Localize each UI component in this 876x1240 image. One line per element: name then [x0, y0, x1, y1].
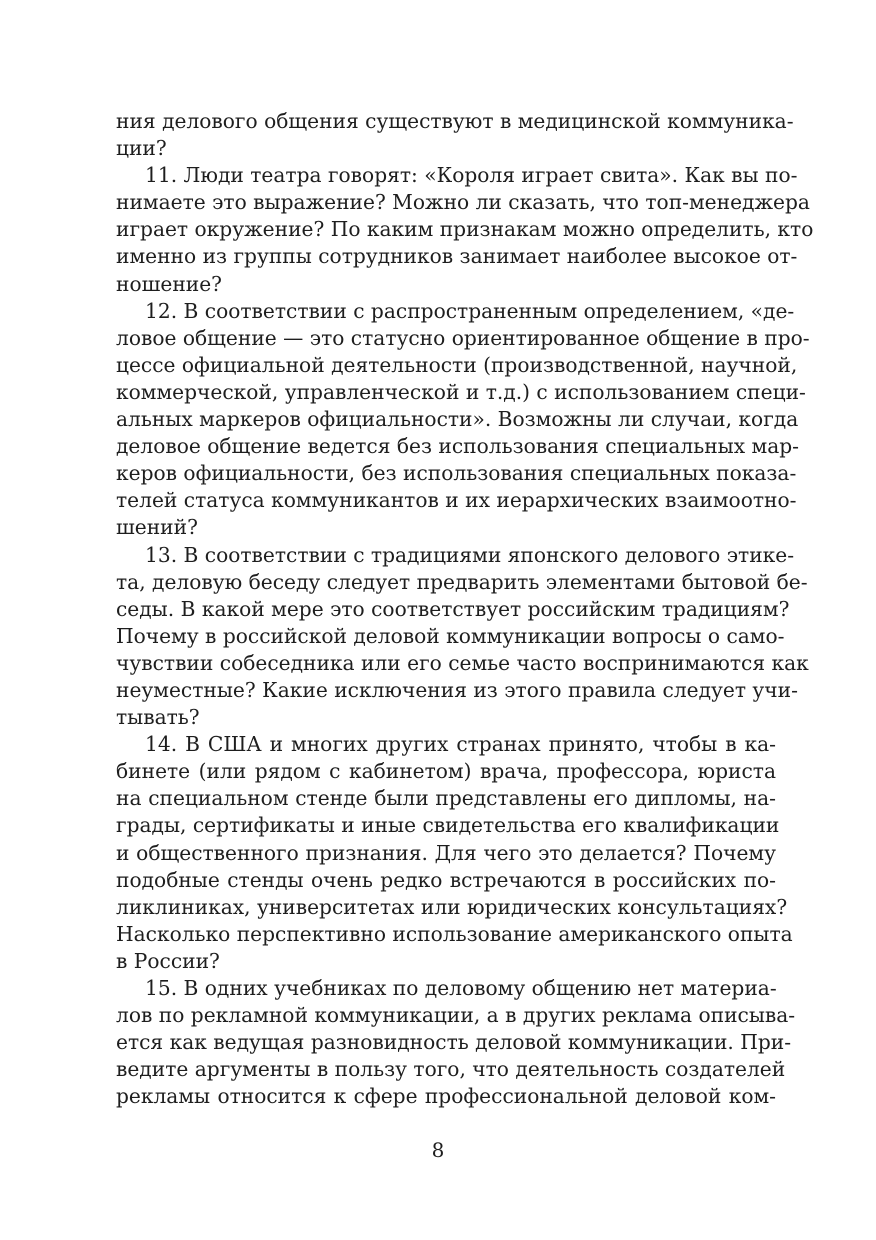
text-line: ликлиниках, университетах или юридических консультациях? [116, 894, 788, 919]
text-line: седы. В какой мере это соответствует российским традициям? [116, 596, 790, 621]
text-line: керов официальности, без использования специальных показа- [116, 461, 797, 486]
text-line: лов по рекламной коммуникации, а в других реклама описыва- [116, 1003, 796, 1028]
body-text [116, 108, 814, 1110]
question-14-start: 14. В США и многих других странах принято, чтобы в ка- [145, 732, 776, 757]
text-line: грады, сертификаты и иные свидетельства его квалификации [116, 813, 780, 838]
text-line: цессе официальной деятельности (производственной, научной, [116, 352, 798, 377]
question-13-start: 13. В соответствии с традициями японского делового этике- [145, 542, 795, 567]
text-line: ловое общение — это статусно ориентированное общение в про- [116, 325, 810, 350]
text-line: Почему в российской деловой коммуникации вопросы о само- [116, 623, 785, 648]
text-line: бинете (или рядом с кабинетом) врача, профессора, юриста [116, 759, 776, 784]
text-line: та, деловую беседу следует предварить элементами бытовой бе- [116, 569, 808, 594]
text-line: нимаете это выражение? Можно ли сказать, что топ-менеджера [116, 190, 810, 215]
text-line: тывать? [116, 705, 200, 730]
text-line: телей статуса коммуникантов и их иерархических взаимоотно- [116, 488, 797, 513]
text-line: ния делового общения существуют в медицинской коммуника- [116, 109, 794, 133]
text-line: чувствии собеседника или его семье часто воспринимаются как [116, 650, 809, 675]
question-12-start: 12. В соответствии с распространенным определением, «де- [145, 298, 795, 323]
text-line: в России? [116, 948, 220, 973]
text-line: ношение? [116, 271, 223, 296]
text-line: именно из группы сотрудников занимает наиболее высокое от- [116, 244, 798, 269]
text-line: ции? [116, 136, 167, 161]
text-line: деловое общение ведется без использования специальных мар- [116, 434, 799, 459]
text-line: играет окружение? По каким признакам можно определить, кто [116, 217, 814, 242]
question-11-start: 11. Люди театра говорят: «Короля играет свита». Как вы по- [145, 163, 798, 188]
text-line: альных маркеров официальности». Возможны ли случаи, когда [116, 407, 799, 432]
text-line: подобные стенды очень редко встречаются в российских по- [116, 867, 776, 892]
text-line: на специальном стенде были представлены его дипломы, на- [116, 786, 776, 811]
text-line: ведите аргументы в пользу того, что деятельность создателей [116, 1057, 786, 1082]
text-line: шений? [116, 515, 198, 540]
page-number: 8 [431, 1138, 445, 1162]
text-line: коммерческой, управленческой и т.д.) с использованием специ- [116, 379, 806, 404]
text-line: неуместные? Какие исключения из этого правила следует учи- [116, 677, 798, 702]
text-line: и общественного признания. Для чего это делается? Почему [116, 840, 776, 865]
text-line: ется как ведущая разновидность деловой коммуникации. При- [116, 1030, 792, 1055]
text-line: Насколько перспективно использование американского опыта [116, 921, 793, 946]
text-line: рекламы относится к сфере профессиональной деловой ком- [116, 1084, 776, 1109]
question-15-start: 15. В одних учебниках по деловому общению нет материа- [145, 976, 777, 1000]
